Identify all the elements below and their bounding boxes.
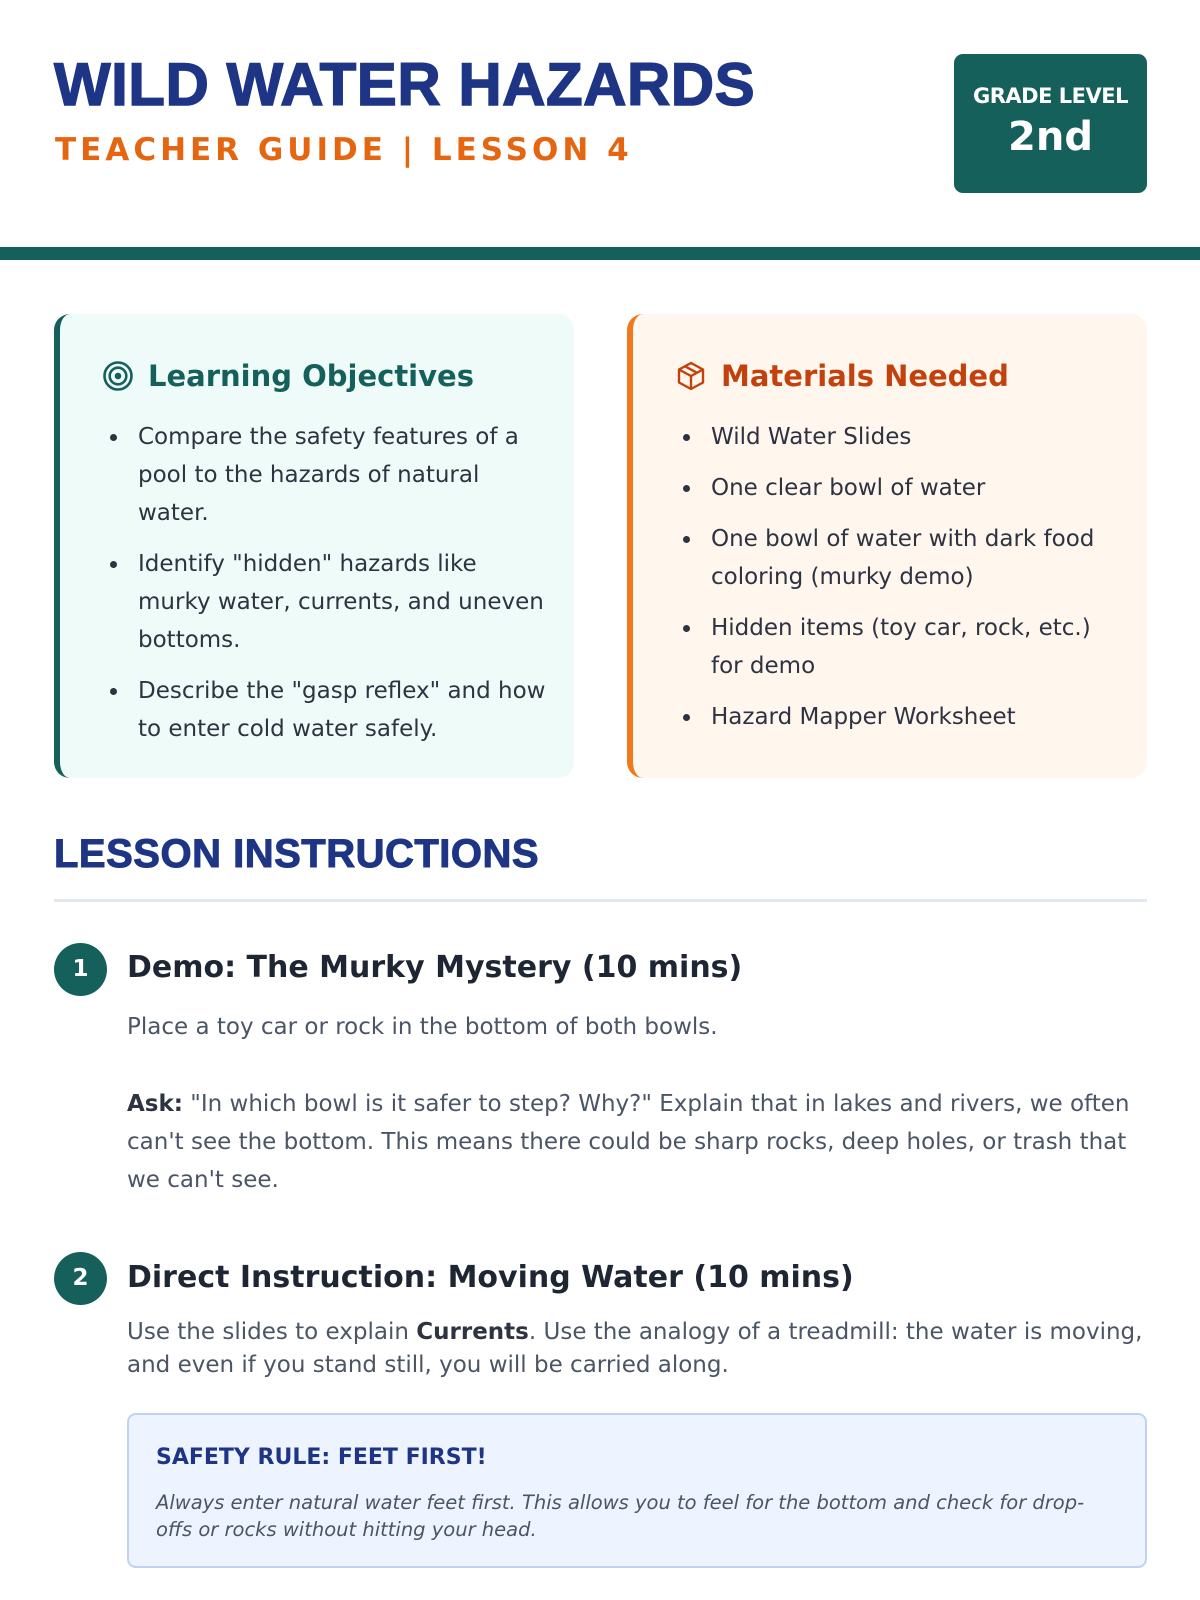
currents-term: Currents [416,1319,529,1345]
page-header [0,0,1200,248]
ask-label: Ask: [127,1091,183,1117]
list-item: Wild Water Slides [681,418,1121,456]
learning-objectives-title: Learning Objectives [148,359,474,393]
safety-rule-text: Always enter natural water feet first. This allows you to feel for the bottom and check for drop-offs or rocks without hitting your head. [156,1491,1085,1541]
page-subtitle: TEACHER GUIDE | LESSON 4 [55,132,633,168]
step-title: Demo: The Murky Mystery (10 mins) [127,950,743,985]
objectives-list [108,418,548,761]
step-ask-paragraph [127,1085,1147,1199]
step-number-badge: 2 [54,1252,107,1305]
grade-level-label: GRADE LEVEL [973,84,1128,108]
step-number-badge: 1 [54,943,107,996]
step-title: Direct Instruction: Moving Water (10 mins) [127,1260,854,1295]
materials-list [681,418,1121,749]
page-title: WILD WATER HAZARDS [54,51,756,118]
list-item: Hazard Mapper Worksheet [681,698,1121,736]
lesson-instructions-heading: LESSON INSTRUCTIONS [54,832,540,876]
list-item: Identify "hidden" hazards like murky water, currents, and uneven bottoms. [108,545,548,659]
ask-text: "In which bowl is it safer to step? Why?" Explain that in lakes and rivers, we often can't see the bottom. This means there could be sharp rocks, deep holes, or trash that we can't see. [127,1091,1130,1193]
header-divider [0,247,1200,260]
list-item: One bowl of water with dark food coloring (murky demo) [681,520,1121,596]
safety-rule-callout [127,1413,1147,1568]
list-item: Compare the safety features of a pool to the hazards of natural water. [108,418,548,532]
list-item: Hidden items (toy car, rock, etc.) for demo [681,609,1121,685]
step-paragraph: Place a toy car or rock in the bottom of both bowls. [127,1014,718,1040]
materials-needed-title: Materials Needed [721,359,1009,393]
safety-rule-title: SAFETY RULE: FEET FIRST! [156,1445,487,1470]
package-icon [675,360,707,392]
list-item: Describe the "gasp reflex" and how to enter cold water safely. [108,672,548,748]
step-text-after: . Use the analogy of a treadmill: the water is moving, and even if you stand still, you will be carried along. [127,1319,1143,1378]
materials-needed-header [675,359,1009,393]
grade-level-badge [954,54,1147,193]
step-paragraph [127,1316,1147,1382]
learning-objectives-header [102,359,474,393]
grade-level-value: 2nd [1008,114,1093,160]
materials-needed-card [627,314,1147,778]
list-item: One clear bowl of water [681,469,1121,507]
step-text-before: Use the slides to explain [127,1319,417,1345]
learning-objectives-card [54,314,574,778]
target-icon [102,360,134,392]
section-divider [54,899,1147,902]
